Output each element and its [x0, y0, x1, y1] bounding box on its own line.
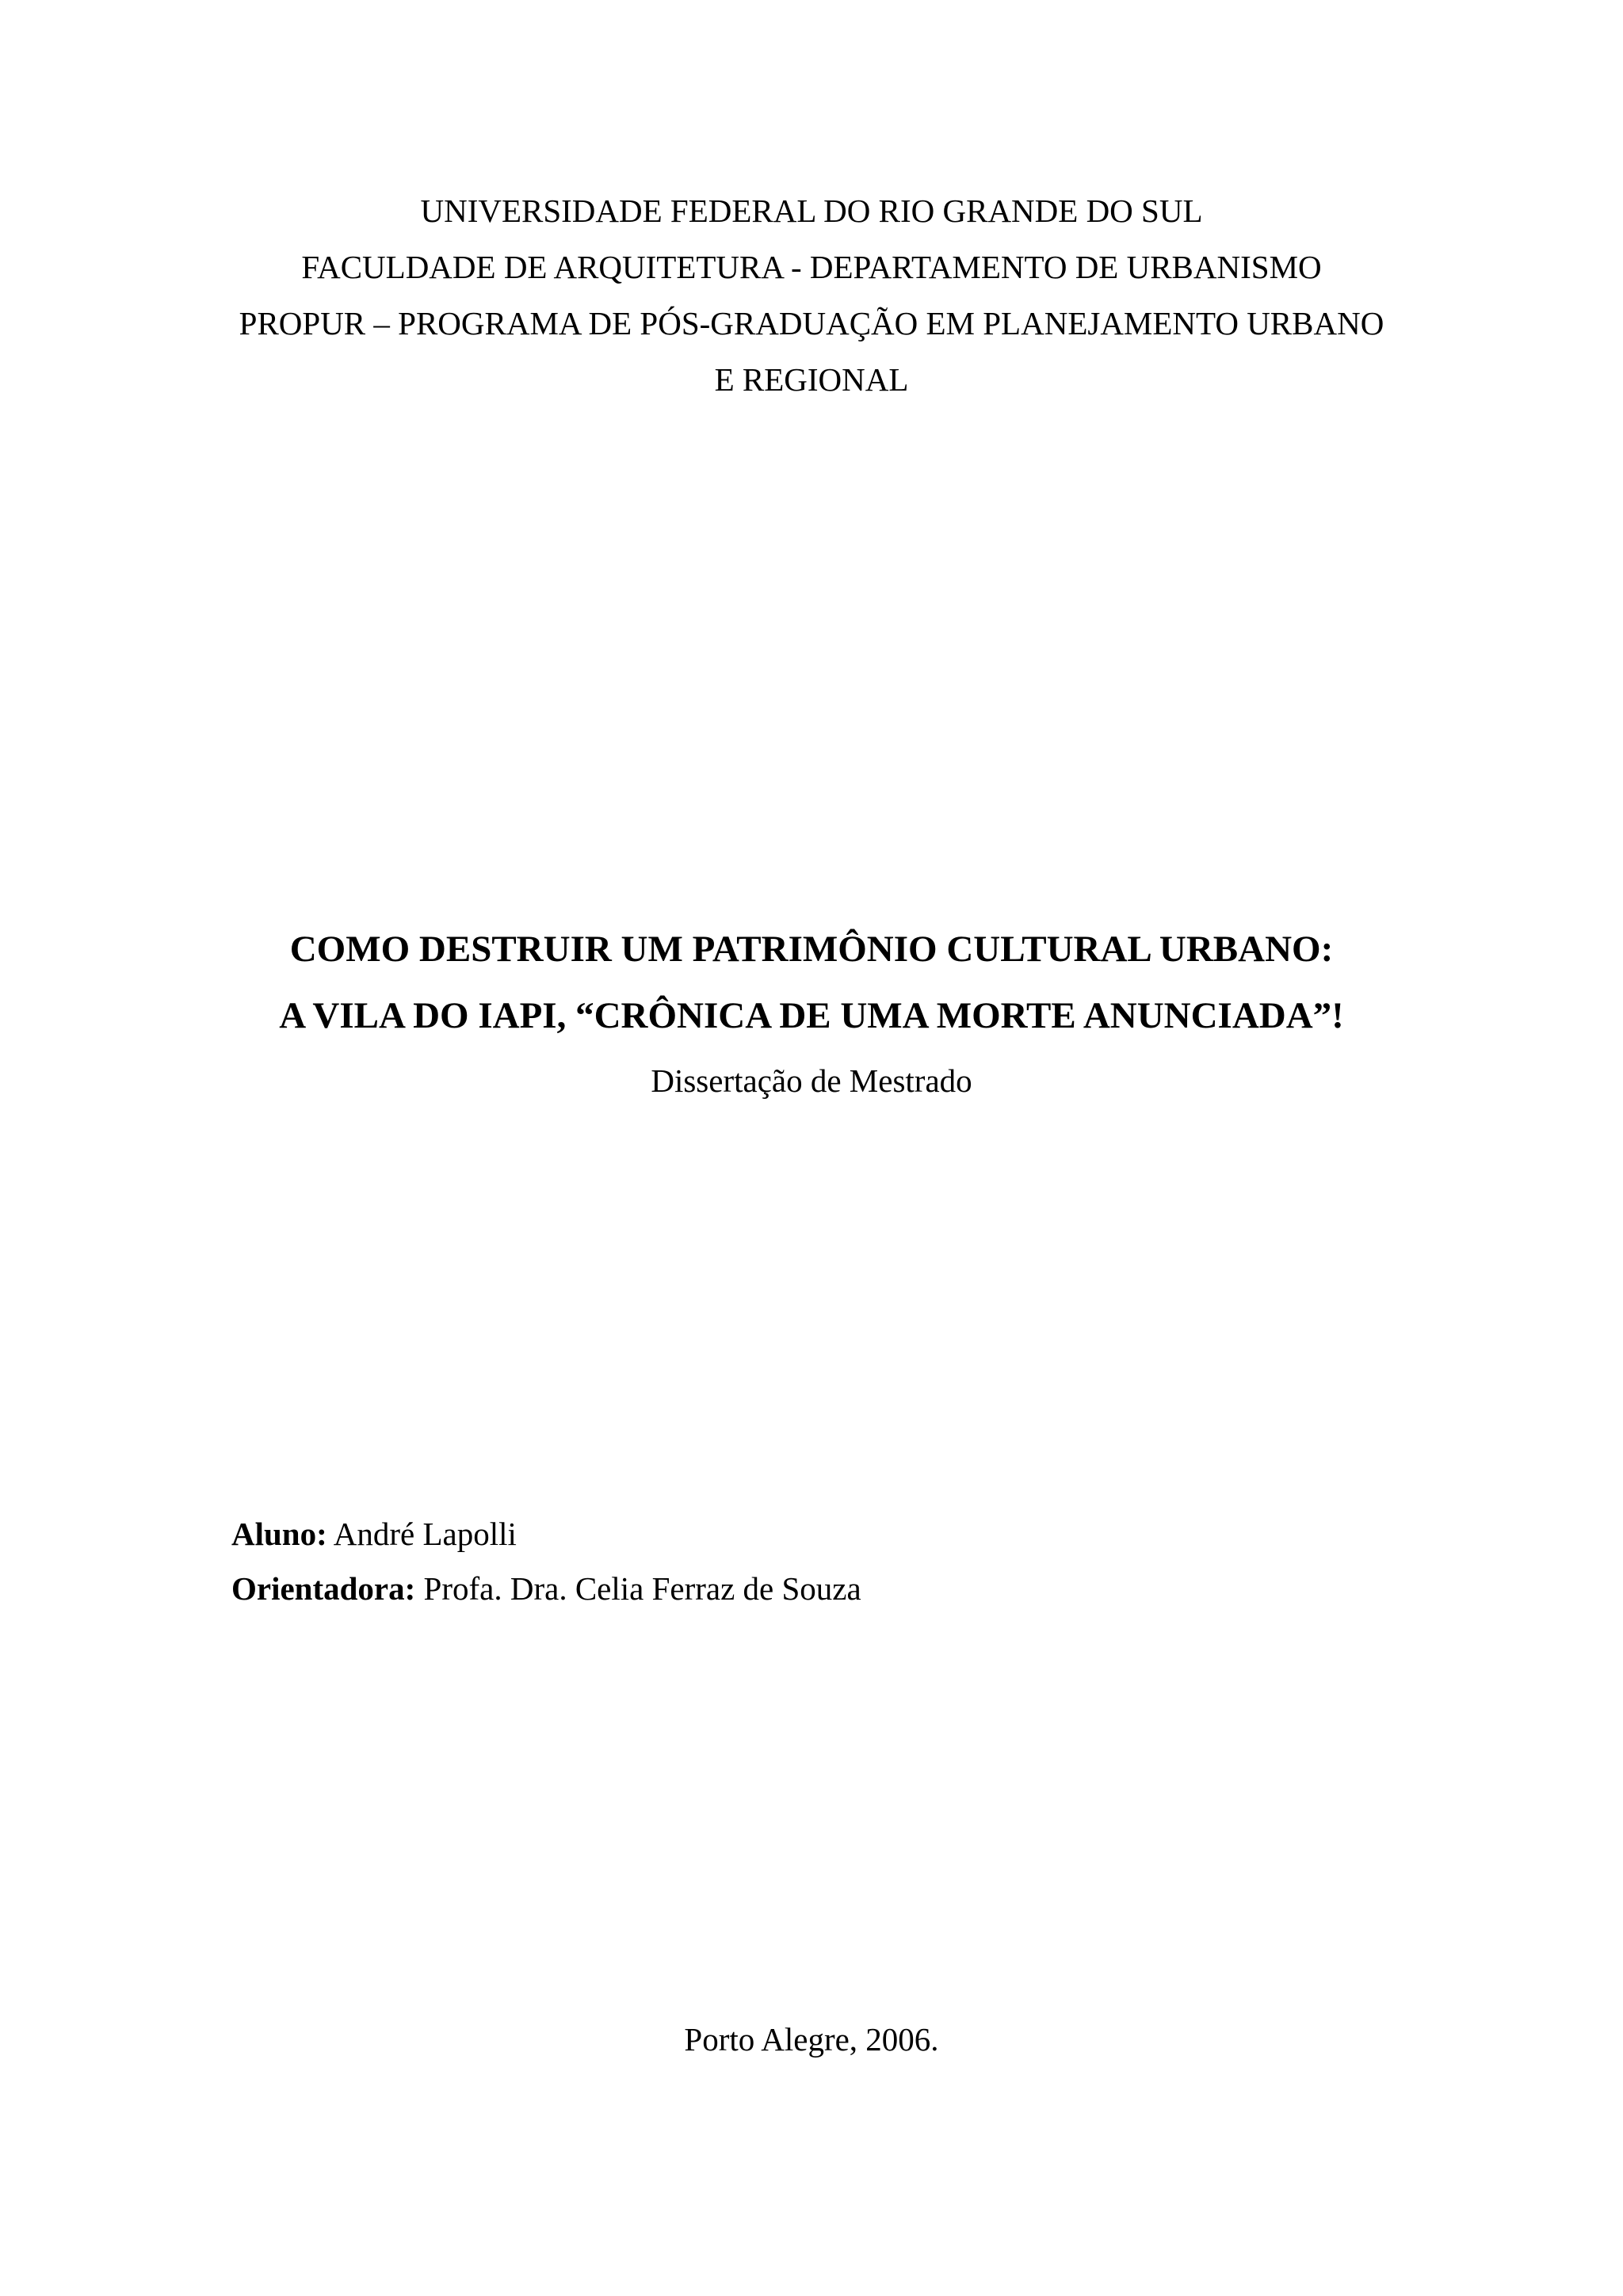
- advisor-credit: [231, 1569, 861, 1608]
- place-date: Porto Alegre, 2006.: [684, 2021, 939, 2058]
- student-credit: [231, 1515, 517, 1553]
- student-label: Aluno:: [231, 1516, 327, 1552]
- thesis-title-line-1: COMO DESTRUIR UM PATRIMÔNIO CULTURAL URBANO:: [289, 929, 1334, 970]
- advisor-label: Orientadora:: [231, 1570, 416, 1607]
- student-name: André Lapolli: [333, 1516, 517, 1552]
- institution-line-program-cont: E REGIONAL: [714, 361, 909, 398]
- thesis-title-line-2: A VILA DO IAPI, “CRÔNICA DE UMA MORTE ANUNCIADA”!: [279, 995, 1344, 1036]
- institution-line-university: UNIVERSIDADE FEDERAL DO RIO GRANDE DO SUL: [420, 193, 1203, 229]
- advisor-name: Profa. Dra. Celia Ferraz de Souza: [423, 1570, 861, 1607]
- institution-line-program: PROPUR – PROGRAMA DE PÓS-GRADUAÇÃO EM PLANEJAMENTO URBANO: [239, 305, 1384, 341]
- institution-line-faculty: FACULDADE DE ARQUITETURA - DEPARTAMENTO DE URBANISMO: [301, 249, 1322, 285]
- thesis-subtitle: Dissertação de Mestrado: [651, 1062, 972, 1099]
